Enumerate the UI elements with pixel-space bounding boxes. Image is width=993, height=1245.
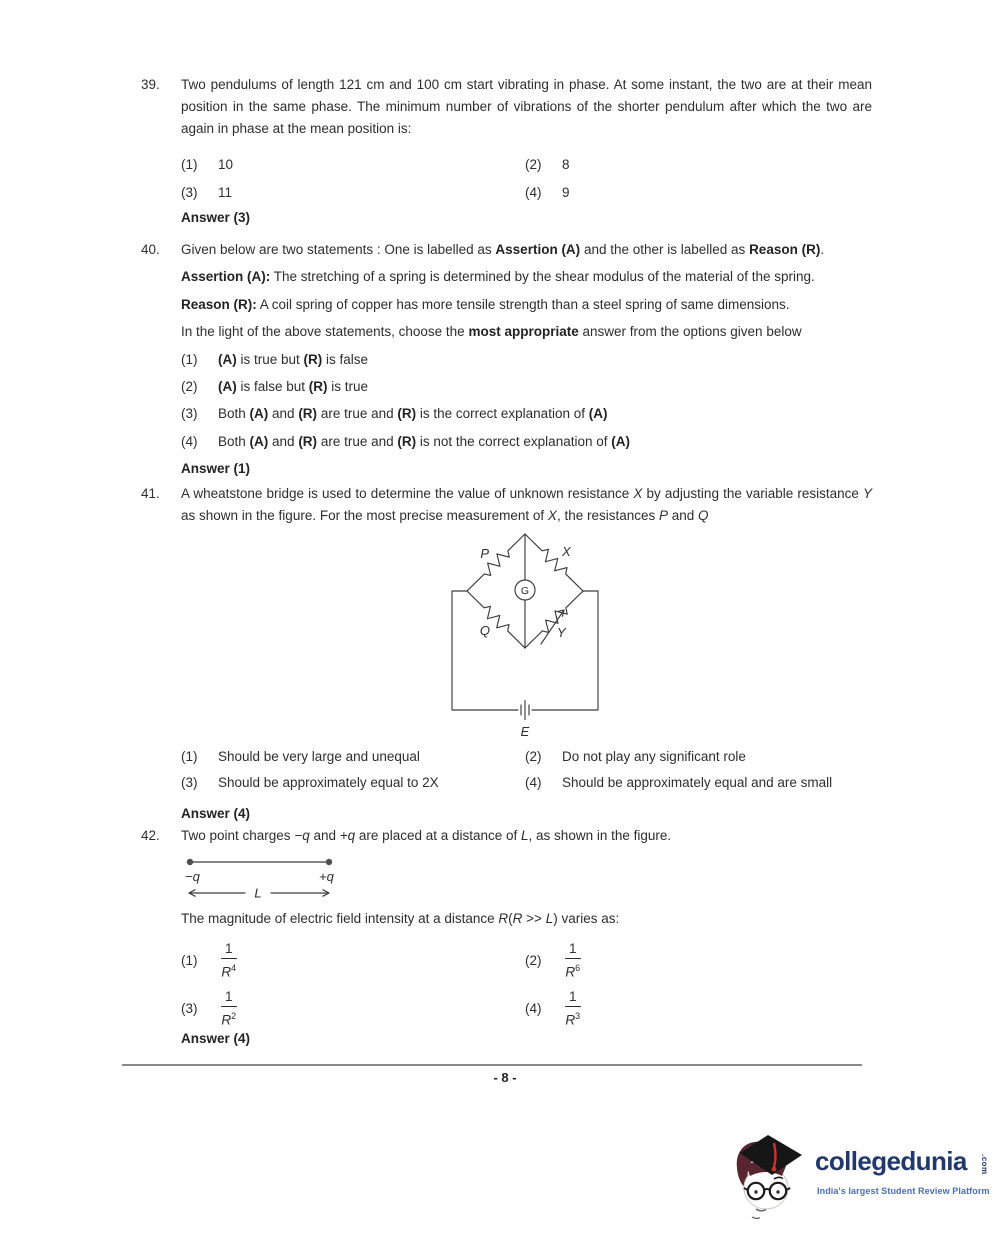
- positive-charge-dot: [326, 859, 332, 865]
- option-label: (1): [181, 157, 198, 172]
- option-1: [181, 151, 525, 179]
- option-4: [525, 770, 872, 796]
- option-value: 10: [218, 157, 234, 172]
- logo-tagline: India's largest Student Review Platform: [817, 1186, 990, 1196]
- logo-tld: .com: [980, 1154, 989, 1175]
- answer-text: Answer (1): [181, 461, 251, 477]
- figure-container: [181, 852, 872, 902]
- numerator: 1: [565, 941, 581, 959]
- option-label: (3): [181, 185, 198, 200]
- fraction: [565, 989, 581, 1028]
- question-number: 41.: [141, 486, 160, 501]
- option-value: Do not play any significant role: [562, 749, 746, 764]
- option-3: [181, 179, 525, 207]
- question-text: Two point charges −q and +q are placed at a distance of L, as shown in the figure.: [181, 828, 672, 843]
- answer-text: Answer (4): [181, 1031, 251, 1046]
- collegedunia-logo: [733, 1130, 993, 1242]
- dipole-figure: [183, 852, 343, 902]
- numerator: 1: [221, 941, 237, 959]
- option-value: Should be very large and unequal: [218, 749, 420, 764]
- denominator: $R^4$: [221, 962, 237, 980]
- question-number: 39.: [141, 77, 160, 92]
- question-39: [141, 74, 872, 229]
- figure-container: [181, 527, 872, 744]
- option-2: [525, 151, 872, 179]
- option-label: (4): [525, 775, 542, 790]
- option-value: Should be approximately equal and are small: [562, 775, 833, 790]
- fraction: [221, 989, 237, 1028]
- label-G: G: [520, 585, 530, 597]
- logo-wordmark: collegedunia: [815, 1146, 967, 1176]
- left-eye: [754, 1190, 757, 1193]
- option-label: (3): [181, 406, 198, 422]
- options-grid: [181, 744, 872, 796]
- denominator: $R^2$: [221, 1010, 237, 1028]
- wheatstone-bridge-figure: [445, 527, 605, 742]
- instruction-text: In the light of the above statements, choose the most appropriate answer from the options given below: [181, 324, 802, 340]
- option-value: (A) is true but (R) is false: [218, 351, 369, 367]
- option-label: (1): [181, 952, 198, 968]
- option-3: [181, 400, 872, 427]
- question-41: [141, 483, 872, 827]
- question-40: [141, 236, 872, 483]
- option-label: (4): [181, 433, 198, 449]
- option-3: [181, 984, 525, 1032]
- option-value: 9: [562, 185, 570, 200]
- option-value: Both (A) and (R) are true and (R) is the correct explanation of (A): [218, 406, 608, 422]
- question-number: 42.: [141, 828, 160, 843]
- option-4: [525, 984, 872, 1032]
- options-grid: [181, 936, 872, 1032]
- option-2: [525, 936, 872, 984]
- option-label: (2): [525, 749, 542, 764]
- mascot-icon: [733, 1134, 805, 1220]
- option-value: 11: [218, 185, 233, 200]
- page-number: - 8 -: [493, 1070, 517, 1085]
- option-1: [181, 346, 872, 373]
- option-1: [181, 936, 525, 984]
- label-Y: Y: [557, 625, 566, 640]
- denominator: $R^6$: [565, 962, 581, 980]
- numerator: 1: [221, 989, 237, 1007]
- numerator: 1: [565, 989, 581, 1007]
- negative-charge-dot: [187, 859, 193, 865]
- question-text-2: The magnitude of electric field intensity at a distance R(R >> L) varies as:: [181, 911, 620, 926]
- option-1: [181, 744, 525, 770]
- options-grid: [181, 151, 872, 207]
- battery-icon: [521, 701, 529, 720]
- label-Q: Q: [479, 623, 490, 638]
- question-number: 40.: [141, 242, 160, 257]
- option-label: (1): [181, 749, 198, 764]
- option-4: [525, 179, 872, 207]
- option-2: [181, 373, 872, 400]
- option-3: [181, 770, 525, 796]
- option-label: (3): [181, 775, 198, 790]
- denominator: $R^3$: [565, 1010, 581, 1028]
- option-label: (4): [525, 1000, 542, 1016]
- tassel-end: [772, 1167, 777, 1172]
- answer-text: Answer (3): [181, 210, 251, 225]
- question-42: [141, 825, 872, 1050]
- label-X: X: [562, 544, 571, 559]
- option-value: Both (A) and (R) are true and (R) is not the correct explanation of (A): [218, 433, 630, 449]
- option-value: (A) is false but (R) is true: [218, 379, 369, 395]
- question-text: A wheatstone bridge is used to determine the value of unknown resistance X by adjusting the variable resistance Y as shown in the figure. For the most precise measurement of X, the resistances P and Q: [181, 486, 872, 523]
- fraction: [565, 941, 581, 980]
- footer-divider: [122, 1064, 862, 1066]
- label-pos-q: +q: [319, 869, 334, 884]
- label-neg-q: −q: [185, 869, 200, 884]
- reason-text: Reason (R): A coil spring of copper has more tensile strength than a steel spring of same dimensions.: [181, 296, 790, 312]
- question-text: Given below are two statements : One is labelled as Assertion (A) and the other is labelled as Reason (R).: [181, 242, 825, 257]
- option-2: [525, 744, 872, 770]
- label-E: E: [520, 724, 530, 739]
- right-eye: [776, 1190, 779, 1193]
- option-label: (2): [525, 952, 542, 968]
- label-L: L: [254, 885, 262, 901]
- option-label: (1): [181, 351, 198, 367]
- option-value: Should be approximately equal to 2X: [218, 775, 439, 790]
- option-value: 8: [562, 157, 570, 172]
- chin-line: [752, 1217, 760, 1218]
- assertion-text: Assertion (A): The stretching of a spring is determined by the shear modulus of the material of the spring.: [181, 269, 815, 285]
- fraction: [221, 941, 237, 980]
- option-label: (3): [181, 1000, 198, 1016]
- option-4: [181, 428, 872, 455]
- option-label: (2): [181, 379, 198, 395]
- answer-text: Answer (4): [181, 806, 251, 821]
- question-text: Two pendulums of length 121 cm and 100 cm start vibrating in phase. At some instant, the two are at their mean position in the same phase. The minimum number of vibrations of the shorter pendulum after which the two are again in phase at the mean position is:: [181, 77, 872, 136]
- label-P: P: [480, 546, 489, 561]
- circuit-lines: [452, 530, 598, 719]
- option-label: (4): [525, 185, 542, 200]
- option-label: (2): [525, 157, 542, 172]
